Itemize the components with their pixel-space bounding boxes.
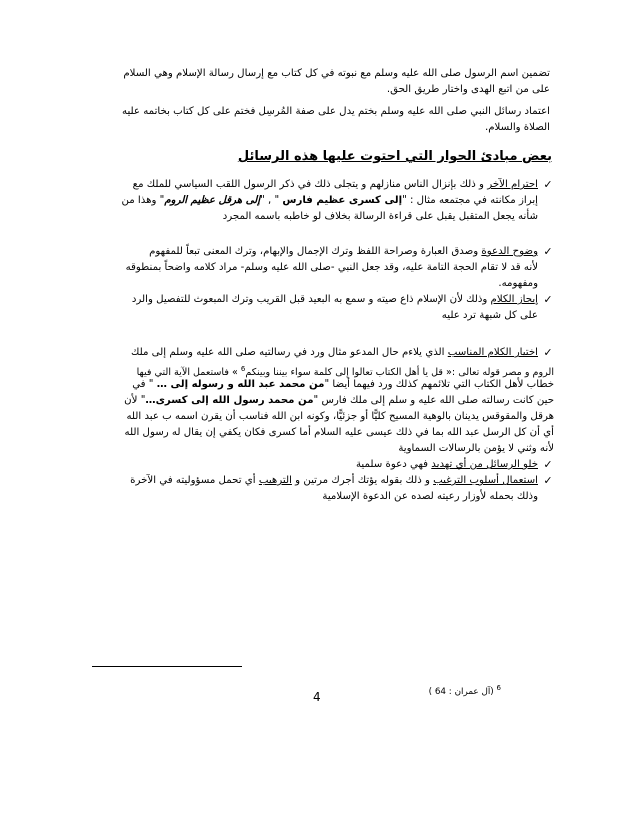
list-item-line: هرقل والمقوقس يدينان بالوهية المسيح كليًّا أو جزئيًّا، وكونه ابن الله فناسب أن يقرن اسمه ب عبد الله [126,411,554,422]
list-item-text [132,292,538,308]
intro-line: على من اتبع الهدى واختار طريق الحق. [386,84,550,95]
list-item-title: خلو الرسائل من أي تهديد [431,459,538,470]
list-item-line: فهي دعوة سلمية [355,459,432,470]
line-part: إبراز مكانته في مجتمعه مثال : " [402,195,538,206]
check-icon: ✓ [543,178,553,191]
list-item-line: وصدق العبارة وصراحة اللفظ وترك الإجمال والإبهام، وترك المعنى تبعاً للمفهوم [149,246,482,257]
list-item-respect [121,177,554,225]
line-part: " وهذا من [121,195,165,206]
list-item-line: الذي يلاءم حال المدعو مثال ورد في رسالتيه صلى الله عليه وسلم إلى ملك [131,347,448,358]
list-item-line [121,193,554,209]
section-heading [238,149,552,164]
list-item-line: وذلك بحمله لأوزار رعيته لصده عن الدعوة الإسلامية [322,491,538,502]
list-item-choice [124,345,554,457]
list-item-line: لأنه قد لا تقام الحجة التامة عليه، وقد جعل النبي -صلى الله عليه وسلم- مراد كلامه واضحاً بمنطوقه [125,262,538,273]
check-icon: ✓ [543,458,553,471]
line-part: " لأن [124,395,146,406]
list-item-line [124,377,554,393]
list-item-title: وضوح الدعوة [481,246,538,257]
intro-line: الصلاة والسلام. [485,122,550,133]
list-item-text [131,345,538,361]
quote-bold: من محمد رسول الله إلى كسرى… [145,395,314,406]
footnote [429,684,501,697]
line-part: الروم و مصر قوله تعالى :« [443,367,554,379]
quote-bold: من محمد عبد الله و رسوله إلى … [156,379,325,390]
list-item-line: لأنه وثني لا يؤمن بالرسالات السماوية [398,443,554,454]
intro-line: اعتماد رسائل النبي صلى الله عليه وسلم بختم يدل على صفة المُرسِل فختم على كل كتاب بخاتمه عليه [122,106,550,117]
list-item-line: ومفهومه. [498,278,538,289]
section-heading-text: بعض مبادئ الحوار التي احتوت عليها هذه الرسائل [237,149,552,164]
list-item-line: و ذلك بإنزال الناس منازلهم و يتجلى ذلك في ذكر الرسول اللقب السياسي للملك مع [132,179,488,190]
footnote-marker: 6 [240,365,246,373]
quote-bold-italic: إلى هرقل عظيم الروم [164,195,261,206]
check-icon: ✓ [543,293,553,306]
line-part: " في [132,379,157,390]
list-item-line [124,361,554,377]
intro-paragraph-2 [122,104,550,136]
line-part: حين كانت رسالته صلى الله عليه و سلم إلى ملك فارس " [313,395,554,406]
quran-verse: قل يا أهل الكتاب تعالوا إلى كلمة سواء بيننا وبينكم [245,367,443,379]
line-part: " , " [260,195,283,206]
intro-paragraph-1 [123,66,550,98]
check-icon: ✓ [543,474,553,487]
list-item-line [124,393,554,409]
quote-bold: إلى كسرى عظيم فارس [282,195,403,206]
list-item-title: استعمال أسلوب الترغيب [433,475,538,486]
page-number: 4 [313,690,321,704]
line-part: أي تحمل مسؤوليته في الآخرة [130,475,259,486]
footnote-text: (آل عمران : 64 ) [428,686,494,697]
footnote-number: 6 [496,684,501,692]
footnote-separator [92,666,242,667]
list-item-title: الترهيب [258,475,292,486]
line-part: و ذلك بقوله يؤتك أجرك مرتين و [291,475,434,486]
list-item-title: إيجاز الكلام [490,294,538,305]
list-item-text [130,473,538,489]
list-item-text [133,177,538,193]
line-part: » فاستعمل الآية التي فيها [136,367,241,379]
list-item-line: وذلك لأن الإسلام ذاع صيته و سمع به البعيد قبل القريب وترك المبعوث للتفصيل والرد [131,294,491,305]
list-item-title: احترام الآخر [487,179,538,190]
list-item-clarity [126,244,554,292]
line-part: خطاب لأهل الكتاب التي تلائمهم كذلك ورد فيهما أيضا " [324,379,554,390]
list-item-text [356,457,538,473]
list-item-no-threat [356,457,554,473]
check-icon: ✓ [543,346,553,359]
list-item-line: على كل شبهة ترد عليه [441,310,538,321]
check-icon: ✓ [543,245,553,258]
list-item-title: اختيار الكلام المناسب [447,347,538,358]
list-item-brevity [132,292,554,324]
list-item-line: أي أن كل الرسل عبد الله بما في ذلك عيسى عليه السلام أما كسرى فكان يكفي إن يقال له رسول الله [124,427,554,438]
intro-line: تضمين اسم الرسول صلى الله عليه وسلم مع نبوته في كل كتاب مع إرسال رسالة الإسلام وهي السلام [123,68,550,79]
list-item-text [149,244,538,260]
list-item-line: شأنه يجعل المتقبل يقبل على قراءة الرسالة بخلاف لو خاطبه باسمه المجرد [222,211,538,222]
list-item-style [130,473,554,505]
